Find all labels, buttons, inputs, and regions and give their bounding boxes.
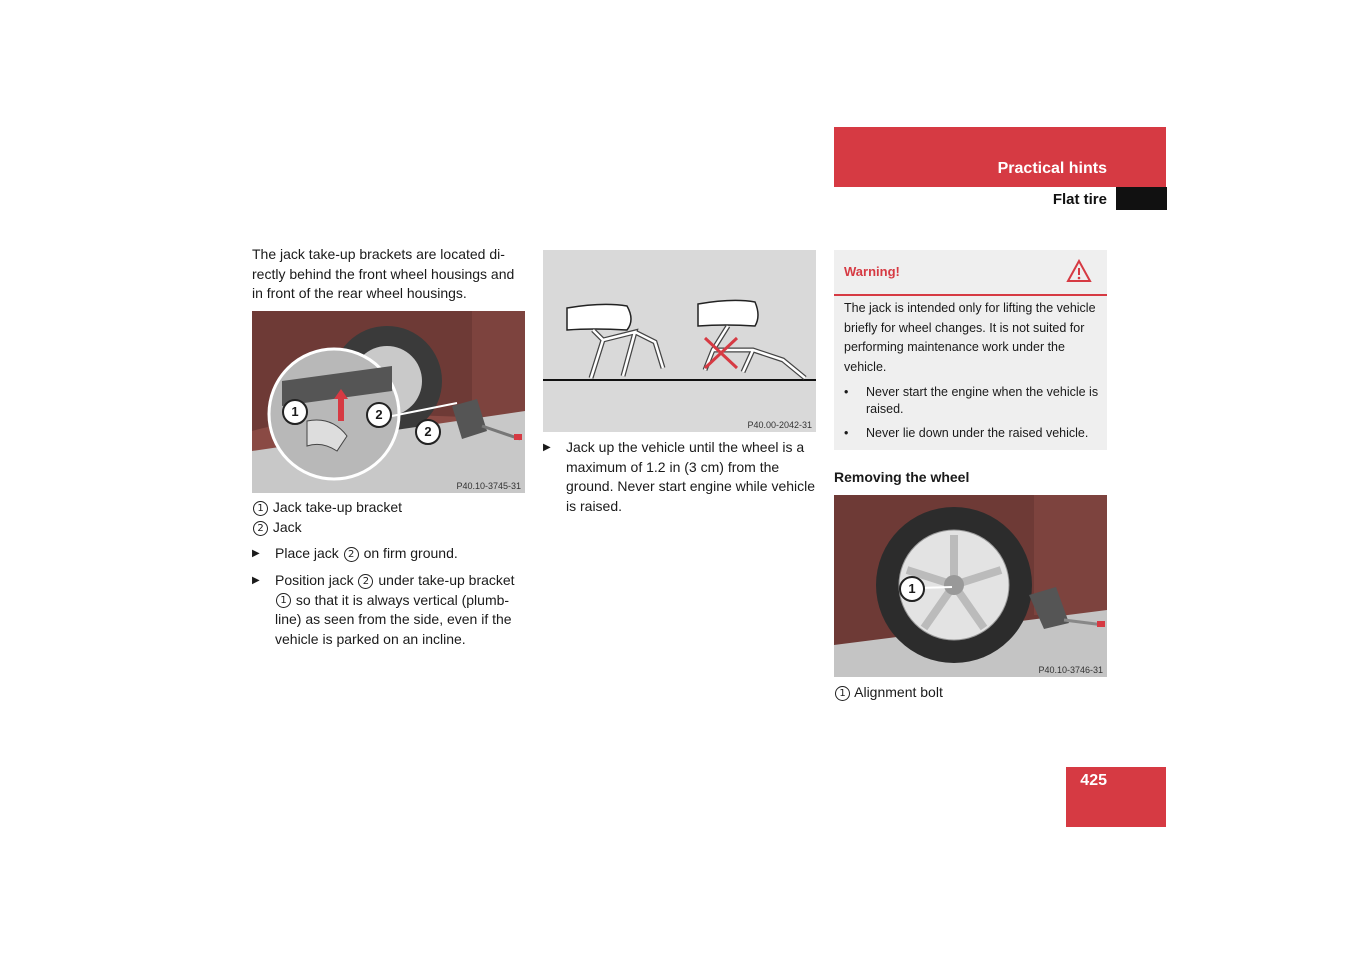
section-title: Practical hints <box>997 160 1107 177</box>
callout-1: 1 <box>282 399 308 425</box>
intro-paragraph: The jack take-up brackets are located di-rectly behind the front wheel housings and in front of the rear wheel housings. <box>252 246 515 301</box>
jack-bracket-figure <box>252 311 525 493</box>
legend-item <box>252 497 402 517</box>
figure-code: P40.10-3746-31 <box>1038 665 1103 675</box>
legend-text: Alignment bolt <box>854 684 943 700</box>
step-jack-up: ▶ Jack up the vehicle until the wheel is a maximum of 1.2 in (3 cm) from the ground. Never start engine while vehicle is raised. <box>543 439 816 514</box>
warning-divider <box>834 294 1107 296</box>
section-heading: Removing the wheel <box>834 469 970 485</box>
callout-2b: 2 <box>415 419 441 445</box>
subsection-title: Flat tire <box>1052 191 1107 208</box>
wheel-figure <box>834 495 1107 677</box>
header-bar <box>834 127 1166 187</box>
warning-bullet: • Never start the engine when the vehicle is raised. <box>844 385 1099 416</box>
warning-bullet: • Never lie down under the raised vehicle. <box>844 426 1089 440</box>
step-arrow-icon: ▶ <box>543 442 551 453</box>
step-position-jack: ▶ Position jack 2 under take-up bracket 1 so that it is always vertical (plumb-line) as seen from the side, even if the vehicle is parked on an incline. <box>252 572 515 647</box>
jack-angle-figure <box>543 250 816 432</box>
legend-number: 2 <box>253 521 268 536</box>
warning-text: The jack is intended only for lifting the vehicle briefly for wheel changes. It is not suited for performing maintenance work under the vehicle. <box>844 301 1096 374</box>
wheel-illustration <box>834 495 1107 677</box>
legend-text: Jack take-up bracket <box>272 499 403 515</box>
figure-code: P40.00-2042-31 <box>747 420 812 430</box>
jack-angle-illustration <box>543 250 816 432</box>
warning-box <box>834 250 1107 450</box>
figure-code: P40.10-3745-31 <box>456 481 521 491</box>
legend-text: Jack <box>272 519 302 535</box>
legend-item <box>252 517 302 537</box>
legend-number: 1 <box>835 686 850 701</box>
header-tab-marker <box>1116 187 1167 210</box>
legend-item <box>834 682 943 702</box>
warning-title: Warning! <box>844 264 900 279</box>
callout-2: 2 <box>366 402 392 428</box>
callout-1: 1 <box>899 576 925 602</box>
page-number: 425 <box>1080 772 1107 789</box>
step-arrow-icon: ▶ <box>252 548 260 559</box>
step-place-jack: ▶ Place jack 2 on firm ground. <box>275 544 525 564</box>
warning-triangle-icon <box>1066 259 1092 283</box>
legend-number: 1 <box>253 501 268 516</box>
step-arrow-icon: ▶ <box>252 575 260 586</box>
